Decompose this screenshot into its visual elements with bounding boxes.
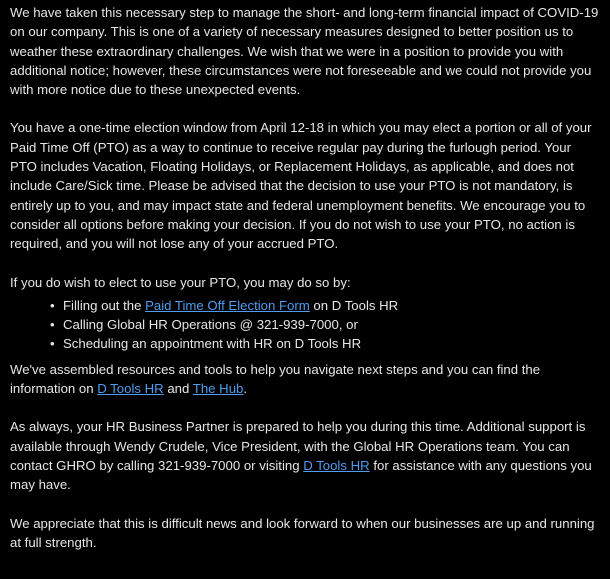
paragraph-hr-support: As always, your HR Business Partner is prepared to help you during this time. Additional support is available through Wendy Crudele, Vice President, with the Global HR Operations team. You can contact GHRO by calling 321-939-7000 or visiting D Tools HR for assistance with any questions you may have.: [10, 419, 592, 493]
the-hub-link[interactable]: The Hub: [192, 381, 244, 397]
bullet: •: [50, 317, 55, 333]
bullet: •: [50, 336, 55, 352]
paragraph-pto-options-intro: If you do wish to elect to use your PTO, you may do so by:: [10, 274, 351, 290]
list-item: • Filling out the Paid Time Off Election Form on D Tools HR: [50, 296, 601, 315]
bullet: •: [50, 297, 55, 313]
paragraph-covid-impact: We have taken this necessary step to manage the short- and long-term financial impact of COVID-19 on our company. This is one of a variety of necessary measures designed to better position us to weather these extraordinary challenges. We wish that we were in a position to provide you with additional notice; however, these circumstances were not foreseeable and we could not provide you with more notice due to these unexpected events.: [10, 5, 599, 98]
paragraph-closing: We appreciate that this is difficult news and look forward to when our businesses are up and running at full strength.: [10, 515, 595, 550]
list-item: • Scheduling an appointment with HR on D Tools HR: [50, 334, 601, 353]
paragraph-resources: We've assembled resources and tools to help you navigate next steps and you can find the information on D Tools HR and The Hub.: [10, 361, 541, 397]
pto-election-form-link[interactable]: Paid Time Off Election Form: [145, 297, 310, 313]
d-tools-hr-link-support[interactable]: D Tools HR: [303, 457, 370, 473]
pto-options-list: [10, 296, 601, 354]
d-tools-hr-link[interactable]: D Tools HR: [97, 381, 164, 397]
list-item: • Calling Global HR Operations @ 321-939-7000, or: [50, 315, 601, 334]
paragraph-pto-election: You have a one-time election window from April 12-18 in which you may elect a portion or all of your Paid Time Off (PTO) as a way to continue to receive regular pay during the furlough period. Your PTO includes Vacation, Floating Holidays, or Replacement Holidays, as applicable, and does not include Care/Sick time. Please be advised that the decision to use your PTO is not mandatory, is entirely up to you, and may impact state and federal unemployment benefits. We encourage you to consider all options before making your decision. If you do not wish to use your PTO, no action is required, and you will not lose any of your accrued PTO.: [10, 120, 592, 252]
